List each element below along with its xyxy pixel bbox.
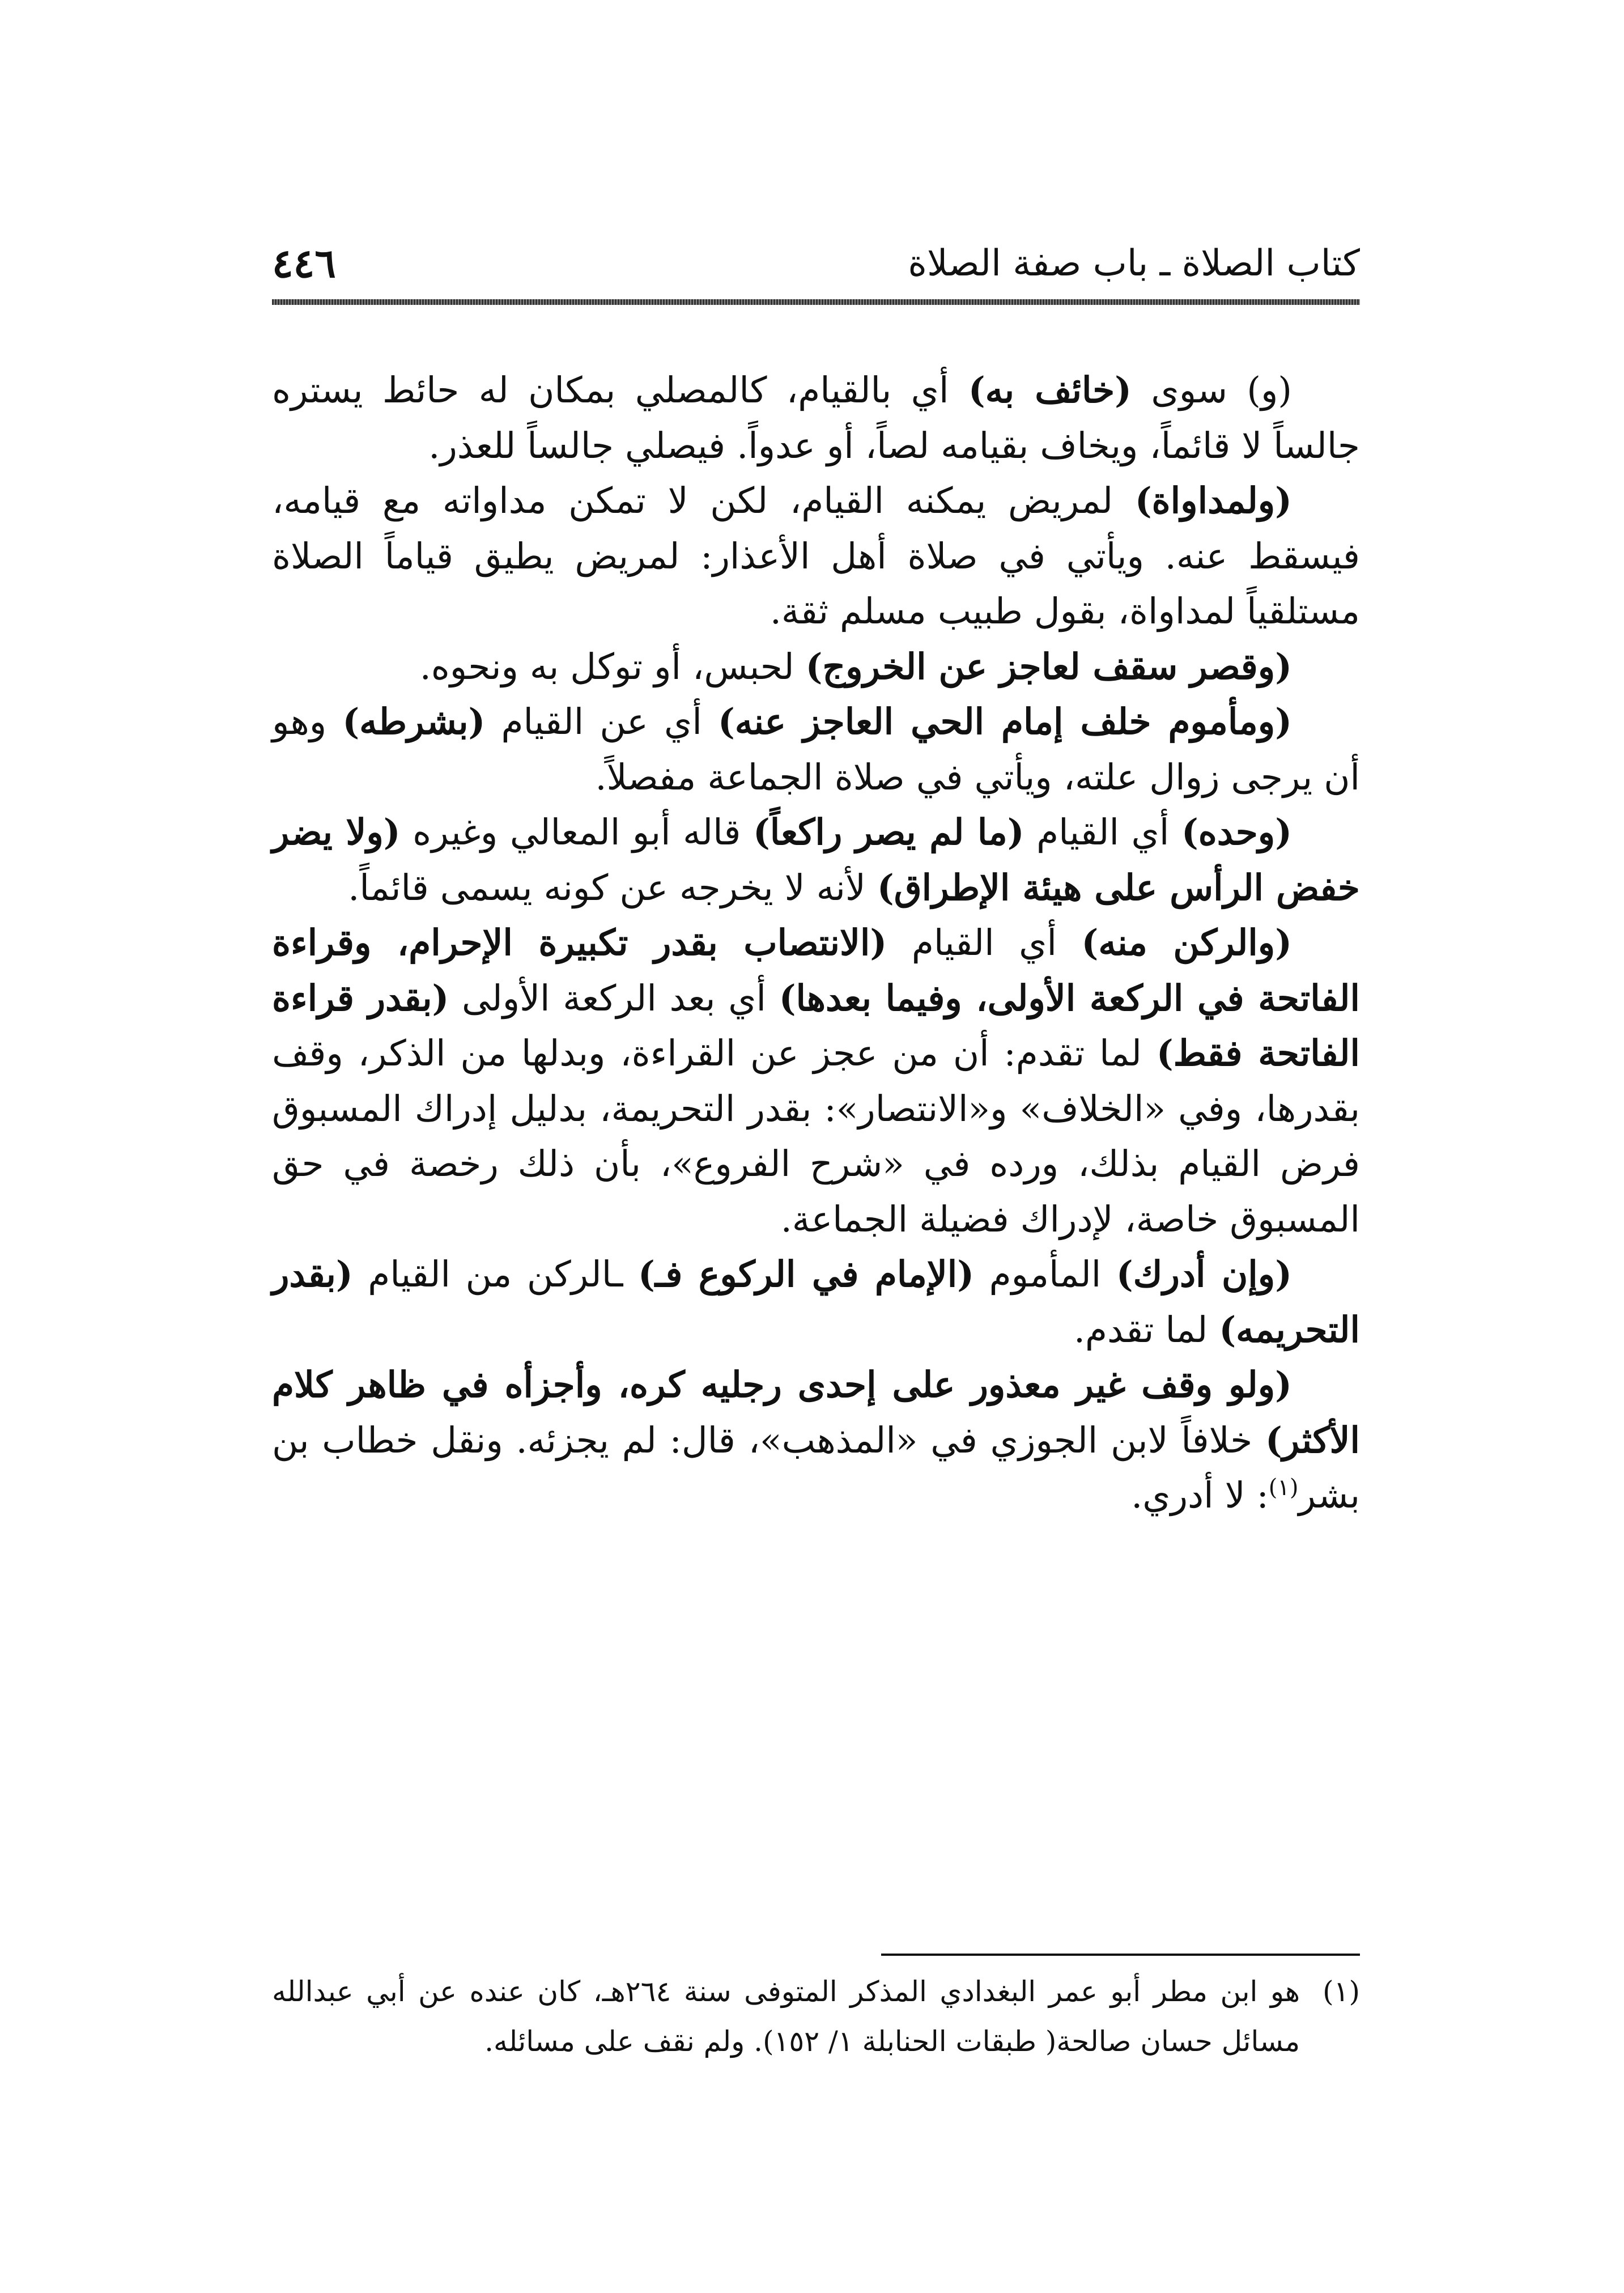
text-segment: وهو أن يرجى زوال علته، ويأتي في صلاة الجماعة مفصلاً. <box>272 701 1360 798</box>
text-segment: أي بعد الركعة الأولى <box>449 977 779 1019</box>
matn-highlight: (والركن منه) <box>1081 922 1293 963</box>
text-segment: لما تقدم: أن من عجز عن القراءة، وبدلها من الذكر، وقف بقدرها، وفي «الخلاف» و«الانتصار»: بقدر التحريمة، بدليل إدراك المسبوق فرض القيام بذلك، ورده في «شرح الفروع»، بأن ذلك رخصة في حق المسبوق خاصة، لإدراك فضيلة الجماعة. <box>272 1033 1360 1240</box>
text-segment: المأموم <box>974 1254 1116 1295</box>
matn-highlight: (ولمداواة) <box>1134 479 1292 521</box>
text-segment: : لا أدري. <box>1131 1475 1269 1516</box>
matn-highlight: (بشرطه) <box>342 700 486 742</box>
paragraph <box>272 473 1360 639</box>
text-segment: خلافاً لابن الجوزي في «المذهب»، قال: لم يجزئه. ونقل خطاب بن بشر <box>272 1419 1360 1516</box>
text-segment: أي بالقيام، كالمصلي بمكان له حائط يستره جالساً لا قائماً، ويخاف بقيامه لصاً، أو عدواً. فيصلي جالساً للعذر. <box>272 370 1360 466</box>
text-segment: قاله أبو المعالي وغيره <box>400 812 753 853</box>
text-segment: ـالركن من القيام <box>352 1254 638 1295</box>
footnote-reference[interactable]: (١) <box>1268 1475 1299 1501</box>
footnote-divider <box>881 1954 1360 1956</box>
text-segment: (و) سوى <box>1132 370 1293 411</box>
text-segment: لما تقدم. <box>1073 1309 1219 1351</box>
main-text <box>272 363 1360 1523</box>
matn-highlight: (وقصر سقف لعاجز عن الخروج) <box>805 645 1292 687</box>
paragraph <box>272 363 1360 473</box>
paragraph <box>272 915 1360 1247</box>
header-divider <box>272 299 1360 305</box>
matn-highlight: (ولو وقف غير معذور على إحدى رجليه كره، وأجزأه في ظاهر كلام الأكثر) <box>272 1364 1360 1461</box>
matn-highlight: (بقدر التحريمه) <box>272 1253 1360 1351</box>
matn-highlight: (خائف به) <box>968 369 1132 411</box>
matn-highlight: (ولا يضر خفض الرأس على هيئة الإطراق) <box>272 811 1360 908</box>
matn-highlight: (وإن أدرك) <box>1116 1253 1292 1295</box>
matn-highlight: (بقدر قراءة الفاتحة فقط) <box>272 976 1360 1074</box>
footnote-item <box>272 1967 1360 2066</box>
matn-highlight: (وحده) <box>1181 811 1292 853</box>
footnotes <box>272 1967 1360 2066</box>
text-segment: لحبس، أو توكل به ونحوه. <box>419 646 806 687</box>
running-title: كتاب الصلاة ـ باب صفة الصلاة <box>908 243 1360 284</box>
footnote-text: هو ابن مطر أبو عمر البغدادي المذكر المتوفى سنة ٢٦٤هـ، كان عنده عن أبي عبدالله مسائل حسان صالحة( طبقات الحنابلة ١/ ١٥٢). ولم نقف على مسائله. <box>272 1975 1300 2058</box>
page-number: ٤٤٦ <box>272 240 336 287</box>
text-segment: لأنه لا يخرجه عن كونه يسمى قائماً. <box>348 867 877 908</box>
matn-highlight: (ما لم يصر راكعاً) <box>753 811 1024 853</box>
page-header <box>272 235 1360 298</box>
text-segment: لمريض يمكنه القيام، لكن لا تمكن مداواته مع قيامه، فيسقط عنه. ويأتي في صلاة أهل الأعذار: لمريض يطيق قياماً الصلاة مستلقياً لمداواة، بقول طبيب مسلم ثقة. <box>272 480 1360 632</box>
footnote-marker: (١) <box>1323 1975 1360 2008</box>
paragraph <box>272 1357 1360 1523</box>
paragraph <box>272 694 1360 805</box>
matn-highlight: (ومأموم خلف إمام الحي العاجز عنه) <box>717 700 1293 742</box>
text-segment: أي القيام <box>887 922 1082 963</box>
matn-highlight: (الإمام في الركوع فـ) <box>637 1253 975 1295</box>
text-segment: أي القيام <box>1024 812 1181 853</box>
matn-highlight: (الانتصاب بقدر تكبيرة الإحرام، وقراءة الفاتحة في الركعة الأولى، وفيما بعدها) <box>272 922 1360 1019</box>
paragraph <box>272 1247 1360 1357</box>
paragraph <box>272 805 1360 915</box>
paragraph <box>272 639 1360 695</box>
text-segment: أي عن القيام <box>485 701 718 742</box>
